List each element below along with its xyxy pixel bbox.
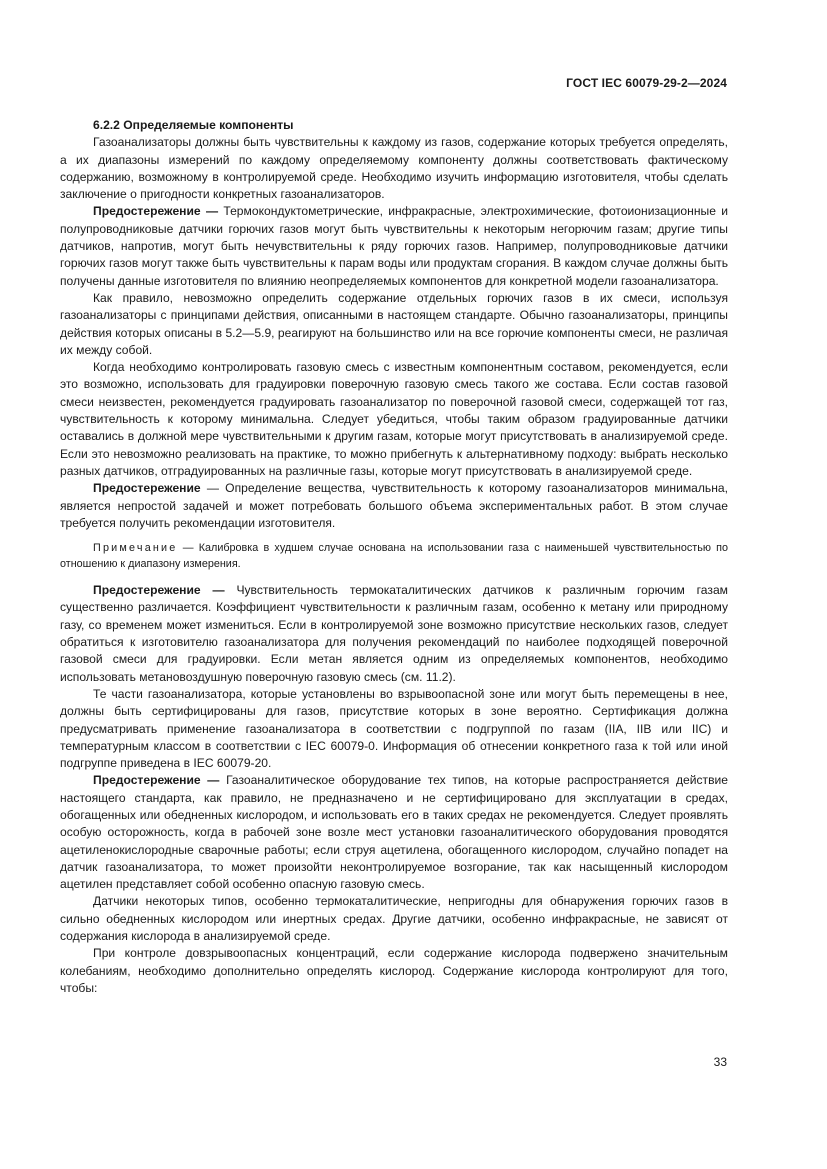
paragraph-text: Как правило, невозможно определить содержание отдельных горючих газов в их смеси, используя газоанализаторы с принципами действия, описанными в настоящем стандарте. Обычно газоанализаторы, принципы действия которых описаны в 5.2—5.9, реагируют на большинство или на все горючие компоненты смеси, не различая их между собой. (60, 290, 728, 357)
standard-header: ГОСТ IEC 60079-29-2—2024 (566, 76, 727, 90)
paragraph-text: Датчики некоторых типов, особенно термокаталитические, непригодны для обнаружения горючих газов в сильно обедненных кислородом или инертных средах. Другие датчики, особенно инфракрасные, не зависят от содержания кислорода в анализируемой среде. (60, 894, 728, 944)
paragraph-text: Газоаналитическое оборудование тех типов, на которые распространяется действие настоящего стандарта, как правило, не предназначено и не сертифицировано для эксплуатации в средах, обогащенных или обедненных кислородом, и использовать его в таких средах не рекомендуется. Следует проявлять особую осторожность, когда в рабочей зоне возле мест установки газоаналитического оборудования проводятся ацетиленокислородные сварочные работы; если струя ацетилена, обогащенного кислородом, случайно попадет на датчик газоанализатора, то может произойти неконтролируемое возгорание, так как насыщенный кислородом ацетилен представляет собой особенно опасную газовую смесь. (60, 773, 728, 892)
section-title: 6.2.2 Определяемые компоненты (93, 118, 294, 132)
warning-paragraph (60, 203, 728, 289)
paragraph-text: Те части газоанализатора, которые установлены во взрывоопасной зоне или могут быть перемещены в нее, должны быть сертифицированы для газов, присутствие которых в зоне вероятно. Сертификация должна предусматривать применение газоанализатора в соответствии с подгруппой по газам (IIA, IIB или IIC) и температурным классом в соответствии с IEC 60079-0. Информация об отнесении конкретного газа к той или иной подгруппе приведена в IEC 60079-20. (60, 686, 728, 771)
paragraph-text: Чувствительность термокаталитических датчиков к различным горючим газам существенно различается. Коэффициент чувствительности к различным газам, особенно к метану или природному газу, со временем может измениться. Если в контролируемой зоне возможно присутствие нескольких газов, следует обратиться к изготовителю газоанализатора для получения рекомендаций по наиболее подходящей поверочной газовой смеси для градуировки. Если метан является одним из определяемых компонентов, необходимо использовать метановоздушную поверочную газовую смесь (см. 11.2). (60, 583, 728, 684)
main-content (60, 117, 728, 997)
warning-label: Предостережение — (93, 773, 220, 788)
paragraph-text: — Определение вещества, чувствительность к которому газоанализаторов минимальна, является непростой задачей и может потребовать большого объема экспериментальных работ. В этом случае требуется получить рекомендации изготовителя. (60, 481, 728, 530)
page-number: 33 (713, 1055, 727, 1069)
warning-label: Предостережение — (93, 204, 219, 219)
paragraph (60, 134, 728, 203)
paragraph (60, 893, 728, 945)
warning-paragraph (60, 480, 728, 532)
warning-paragraph (60, 582, 728, 686)
warning-paragraph (60, 772, 728, 893)
note-label: Примечание (93, 542, 178, 555)
paragraph (60, 945, 728, 997)
paragraph (60, 290, 728, 359)
note-text: — Калибровка в худшем случае основана на использовании газа с наименьшей чувствительностью по отношению к диапазону измерения. (60, 542, 728, 570)
paragraph-text: Газоанализаторы должны быть чувствительны к каждому из газов, содержание которых требуется определять, а их диапазоны измерений по каждому определяемому компоненту должны соответствовать фактическому содержанию, возможному в контролируемой среде. Необходимо изучить информацию изготовителя, чтобы сделать заключение о пригодности конкретных газоанализаторов. (60, 135, 728, 202)
paragraph-text: Когда необходимо контролировать газовую смесь с известным компонентным составом, рекомендуется, если это возможно, использовать для градуировки поверочную газовую смесь такого же состава. Если состав газовой смеси неизвестен, рекомендуется градуировать газоанализатор по поверочной газовой смеси, содержащей тот газ, чувствительность к которому минимальна. Следует убедиться, чтобы таким образом градуированные датчики оставались в должной мере чувствительными к другим газам, которые могут присутствовать в анализируемой среде. Если это невозможно реализовать на практике, то можно прибегнуть к альтернативному подходу: выбрать несколько разных датчиков, отградуированных на различные газы, которые могут присутствовать в анализируемой среде. (60, 360, 728, 478)
warning-label: Предостережение — (93, 583, 225, 598)
warning-label: Предостережение (93, 481, 201, 496)
note-paragraph (60, 541, 728, 572)
paragraph-text: Термокондуктометрические, инфракрасные, электрохимические, фотоионизационные и полупроводниковые датчики горючих газов могут быть чувствительны к некоторым негорючим газам; другие типы датчиков, напротив, могут быть нечувствительны к ряду горючих газов. Например, полупроводниковые датчики горючих газов могут также быть чувствительны к парам воды или продуктам сгорания. В каждом случае должны быть получены данные изготовителя по влиянию неопределяемых компонентов для конкретной модели газоанализатора. (60, 204, 728, 288)
paragraph (60, 359, 728, 480)
paragraph-text: При контроле довзрывоопасных концентраций, если содержание кислорода подвержено значительным колебаниям, необходимо дополнительно определять кислород. Содержание кислорода контролируют для того, чтобы: (60, 946, 728, 995)
paragraph (60, 686, 728, 772)
